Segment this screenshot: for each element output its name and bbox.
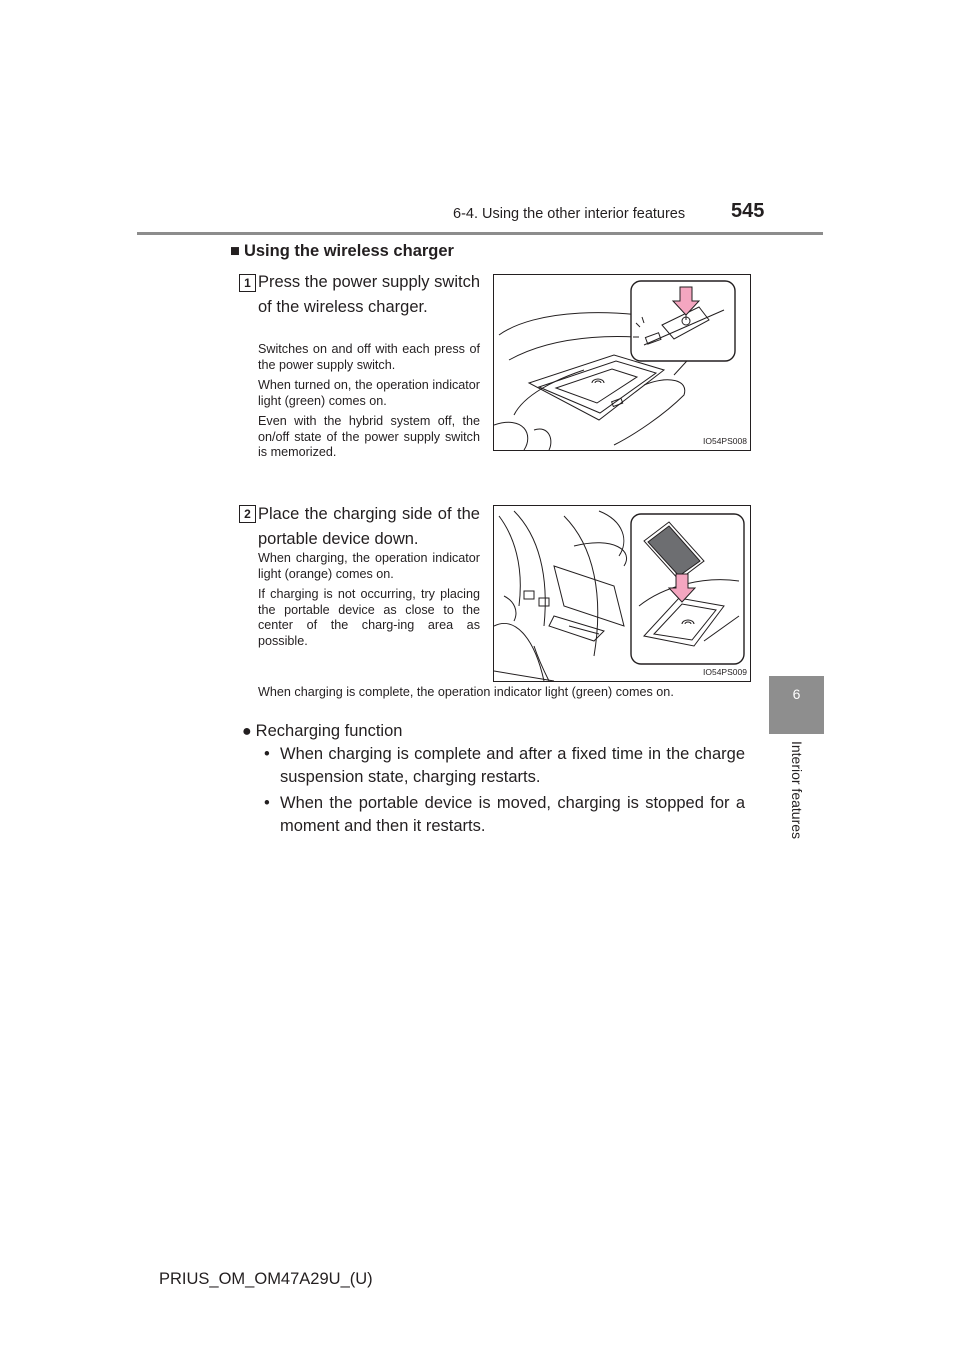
sub-bullet: • [264, 794, 270, 812]
completion-note: When charging is complete, the operation indicator light (green) comes on. [258, 685, 674, 699]
step-1-note: Even with the hybrid system off, the on/off state of the power supply switch is memorized. [258, 414, 480, 459]
step-1-note: When turned on, the operation indicator light (green) comes on. [258, 378, 480, 408]
bullet-icon: ● [242, 723, 252, 740]
section-title: 6-4. Using the other interior features [453, 206, 686, 222]
document-id: PRIUS_OM_OM47A29U_(U) [159, 1270, 373, 1288]
section-heading [230, 242, 454, 261]
heading-text: Using the wireless charger [243, 242, 454, 260]
wireless-charging-icon [592, 379, 604, 383]
step-2-note: When charging, the operation indicator light (orange) comes on. [258, 551, 480, 581]
heading-marker: ■ [230, 242, 240, 260]
figure-device-placement [493, 505, 751, 682]
step-2-notes [258, 551, 480, 654]
figure-power-switch [493, 274, 751, 451]
recharging-item-text: When charging is complete and after a fixed time in the charge suspension state, charging restarts. [280, 745, 745, 786]
chapter-title: Interior features [789, 740, 805, 840]
chapter-tab [769, 676, 824, 734]
chapter-title-vertical [786, 740, 808, 846]
recharging-item-text: When the portable device is moved, charging is stopped for a moment and then it restarts. [280, 794, 745, 835]
step-1-notes [258, 342, 480, 466]
console-illustration [494, 275, 750, 450]
step-number-2: 2 [239, 505, 256, 523]
sub-bullet: • [264, 745, 270, 763]
step-2-note: If charging is not occurring, try placing the portable device as close to the center of the charg-ing area as possible. [258, 587, 480, 648]
figure-2-code: IO54PS009 [703, 667, 747, 677]
recharging-item [264, 743, 745, 789]
console-phone-illustration [494, 506, 750, 681]
step-1-instruction: Press the power supply switch of the wireless charger. [258, 273, 480, 316]
bullet-heading-text: Recharging function [255, 722, 403, 740]
step-number-1: 1 [239, 274, 256, 292]
header-divider [137, 232, 823, 235]
step-1-note: Switches on and off with each press of the power supply switch. [258, 342, 480, 372]
recharging-function-heading [242, 722, 402, 741]
chapter-number: 6 [792, 686, 801, 702]
step-2-instruction: Place the charging side of the portable device down. [258, 505, 480, 548]
figure-1-code: IO54PS008 [703, 436, 747, 446]
page-number: 545 [731, 200, 765, 222]
recharging-item [264, 792, 745, 838]
